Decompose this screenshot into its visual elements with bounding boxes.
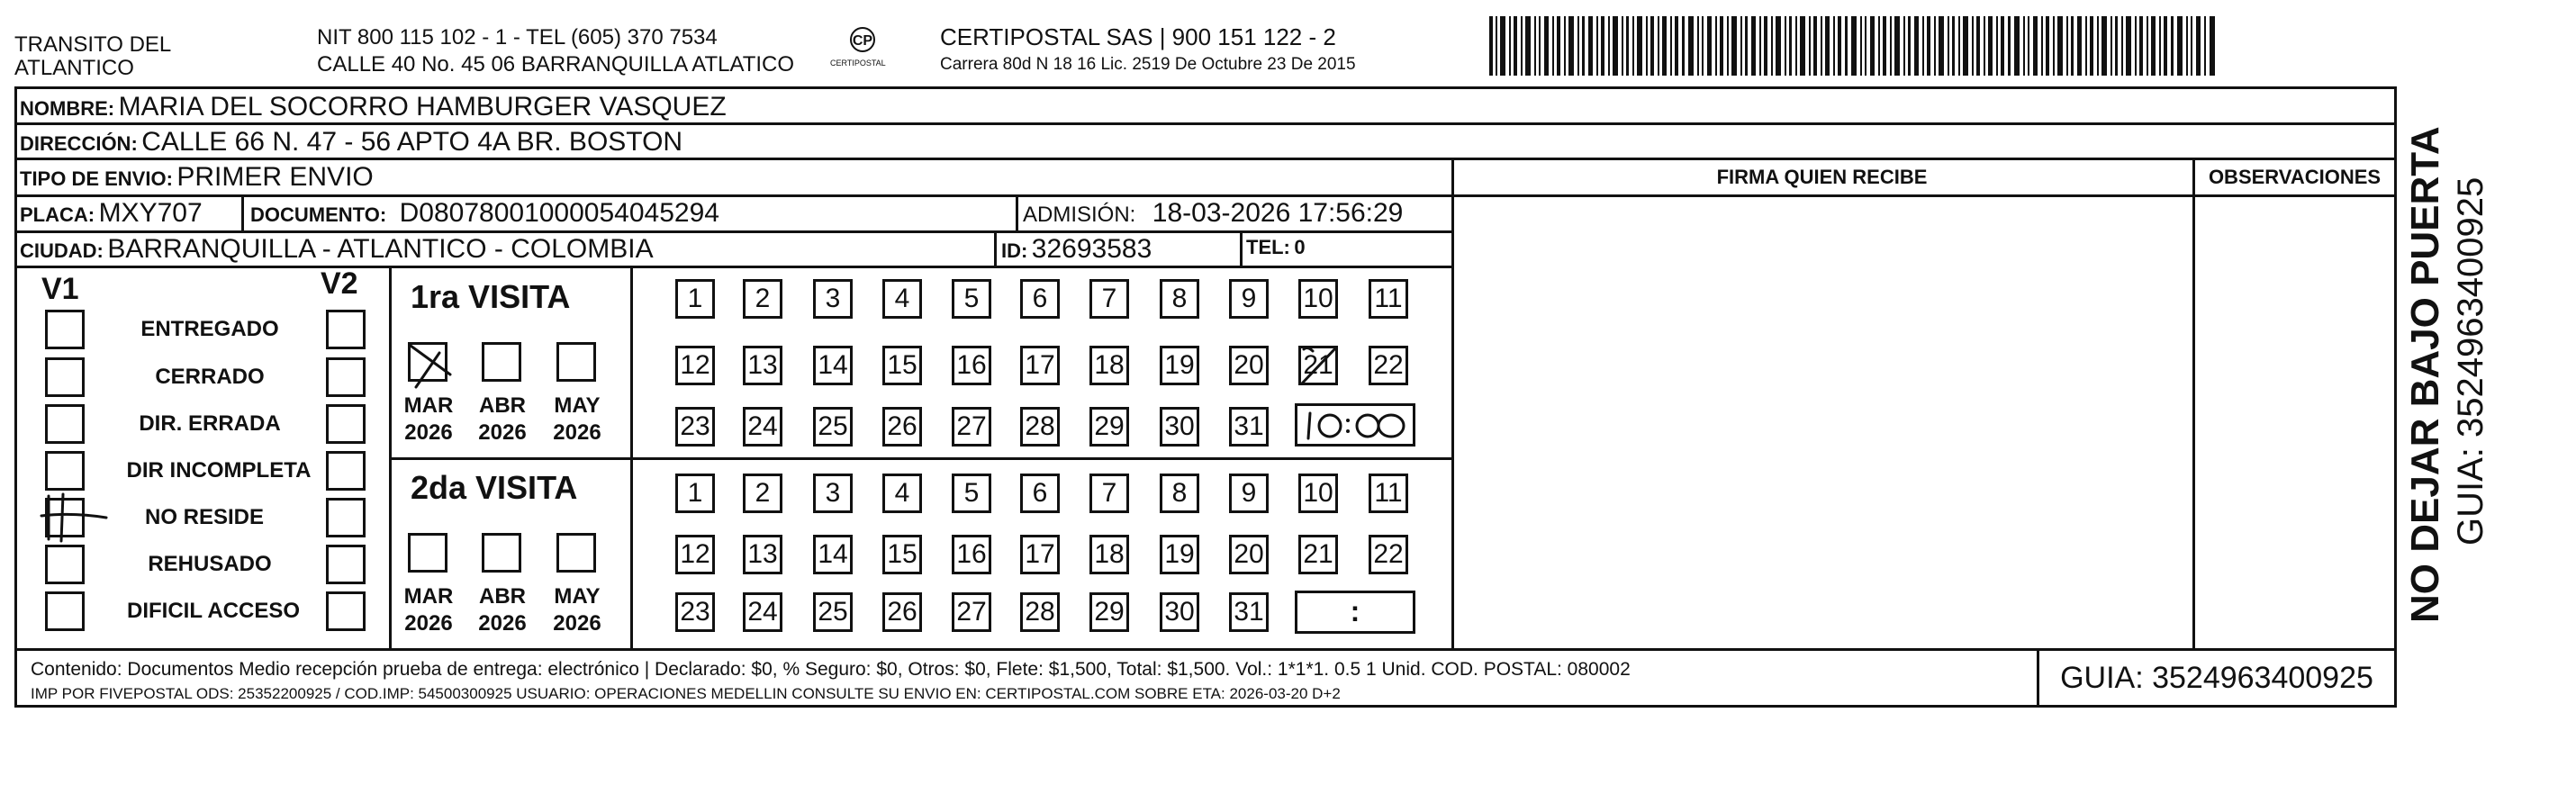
v1-checkbox-cerrado[interactable]	[45, 357, 85, 397]
visit-1-day[interactable]: 23	[675, 407, 715, 447]
firma-header: FIRMA QUIEN RECIBE	[1716, 166, 1928, 188]
handwritten-mark-mar	[405, 338, 456, 391]
visit-2-day[interactable]: 17	[1020, 535, 1060, 574]
month-year: 2026	[404, 611, 453, 636]
month-name: ABR	[479, 393, 526, 418]
visit-2-day[interactable]: 26	[882, 592, 922, 632]
v1-checkbox-entregado[interactable]	[45, 310, 85, 349]
reason-dir-incompleta: DIR INCOMPLETA	[126, 458, 312, 483]
visit-1-day[interactable]: 10	[1298, 279, 1338, 319]
nombre-row	[20, 94, 727, 121]
visit-1-day[interactable]: 30	[1160, 407, 1199, 447]
id-field	[1001, 236, 1152, 263]
certipostal-logo	[827, 25, 899, 76]
visit-2-day[interactable]: 6	[1020, 474, 1060, 513]
v2-checkbox-no-reside[interactable]	[326, 498, 366, 537]
footer-guia: GUIA: 3524963400925	[2060, 661, 2373, 695]
v2-checkbox-dir-errada[interactable]	[326, 404, 366, 444]
ciudad-value: BARRANQUILLA - ATLANTICO - COLOMBIA	[107, 234, 654, 264]
visit-2-month-may[interactable]	[556, 533, 596, 573]
ciudad-label: CIUDAD:	[20, 239, 104, 262]
visit-2-day[interactable]: 12	[675, 535, 715, 574]
direccion-label: DIRECCIÓN:	[20, 132, 138, 155]
month-name: MAY	[554, 584, 601, 609]
visit-2-title: 2da VISITA	[411, 469, 578, 506]
visit-2-day[interactable]: 14	[813, 535, 853, 574]
reason-rehusado: REHUSADO	[148, 552, 272, 576]
sender-address: CALLE 40 No. 45 06 BARRANQUILLA ATLATICO	[317, 52, 795, 77]
v1-checkbox-dir-errada[interactable]	[45, 404, 85, 444]
visit-1-day[interactable]: 5	[952, 279, 991, 319]
visit-2-day[interactable]: 9	[1229, 474, 1269, 513]
barcode	[1489, 16, 2215, 76]
visit-1-day[interactable]: 16	[952, 346, 991, 385]
v1-header: V1	[41, 272, 79, 306]
visit-1-day[interactable]: 8	[1160, 279, 1199, 319]
rule	[994, 230, 997, 266]
visit-1-month-label-mar	[402, 392, 456, 447]
visit-2-time-box[interactable]	[1295, 591, 1415, 634]
nombre-value: MARIA DEL SOCORRO HAMBURGER VASQUEZ	[118, 92, 727, 122]
visit-1-time-box[interactable]	[1295, 403, 1415, 447]
rule	[2192, 158, 2195, 648]
visit-2-day[interactable]: 27	[952, 592, 991, 632]
visit-1-day[interactable]: 9	[1229, 279, 1269, 319]
v2-checkbox-entregado[interactable]	[326, 310, 366, 349]
visit-2-day[interactable]: 29	[1089, 592, 1129, 632]
rule	[1240, 230, 1243, 266]
visit-1-day[interactable]: 13	[743, 346, 782, 385]
sender-name-line1: TRANSITO DEL	[14, 32, 172, 57]
tel-field	[1246, 238, 1306, 257]
nit-line: NIT 800 115 102 - 1 - TEL (605) 370 7534	[317, 25, 718, 50]
visit-2-day[interactable]: 3	[813, 474, 853, 513]
rule	[389, 457, 1451, 460]
visit-1-month-label-may	[550, 392, 604, 447]
visit-1-day[interactable]: 4	[882, 279, 922, 319]
sender-name-line2: ATLANTICO	[14, 56, 134, 80]
month-name: MAR	[403, 393, 454, 418]
id-value: 32693583	[1031, 234, 1152, 264]
visit-2-day[interactable]: 1	[675, 474, 715, 513]
visit-2-day[interactable]: 18	[1089, 535, 1129, 574]
footer-print-info: IMP POR FIVEPOSTAL ODS: 25352200925 / COD.IMP: 54500300925 USUARIO: OPERACIONES MEDELLIN CONSULTE SU ENVIO EN: CERTIPOSTAL.COM SOBRE ETA: 2026-03-20 D+2	[31, 685, 1341, 702]
admision-label: ADMISIÓN:	[1023, 203, 1136, 227]
visit-1-day[interactable]: 7	[1089, 279, 1129, 319]
side-text	[2403, 119, 2514, 623]
visit-2-day[interactable]: 2	[743, 474, 782, 513]
ciudad-field	[20, 236, 654, 263]
visit-2-day[interactable]: 13	[743, 535, 782, 574]
month-name: ABR	[479, 584, 526, 609]
visit-2-day[interactable]: 7	[1089, 474, 1129, 513]
visit-2-day[interactable]: 31	[1229, 592, 1269, 632]
visit-2-month-abr[interactable]	[482, 533, 521, 573]
visit-2-month-label-may	[550, 583, 604, 637]
visit-1-day[interactable]: 19	[1160, 346, 1199, 385]
visit-1-day[interactable]: 18	[1089, 346, 1129, 385]
visit-1-day[interactable]: 3	[813, 279, 853, 319]
documento-label: DOCUMENTO:	[250, 203, 387, 226]
visit-1-day[interactable]: 17	[1020, 346, 1060, 385]
month-year: 2026	[553, 611, 601, 636]
rule	[1016, 194, 1018, 230]
tipo-value: PRIMER ENVIO	[176, 162, 374, 192]
month-year: 2026	[478, 420, 527, 445]
tipo-row	[20, 164, 374, 191]
visit-1-day[interactable]: 11	[1369, 279, 1408, 319]
month-name: MAR	[403, 584, 454, 609]
visit-2-day[interactable]: 23	[675, 592, 715, 632]
visit-1-day[interactable]: 28	[1020, 407, 1060, 447]
id-label: ID:	[1001, 239, 1028, 262]
visit-1-day[interactable]: 1	[675, 279, 715, 319]
v2-checkbox-rehusado[interactable]	[326, 545, 366, 584]
visit-2-day[interactable]: 19	[1160, 535, 1199, 574]
visit-2-day[interactable]: 10	[1298, 474, 1338, 513]
rule	[14, 158, 2397, 160]
tel-value: 0	[1294, 236, 1306, 258]
v1-checkbox-dir-incompleta[interactable]	[45, 451, 85, 491]
direccion-value: CALLE 66 N. 47 - 56 APTO 4A BR. BOSTON	[141, 127, 683, 157]
visit-1-day[interactable]: 22	[1369, 346, 1408, 385]
reason-dir-errada: DIR. ERRADA	[139, 411, 281, 436]
placa-field	[20, 200, 203, 227]
v2-checkbox-dir-incompleta[interactable]	[326, 451, 366, 491]
visit-1-month-abr[interactable]	[482, 342, 521, 382]
visit-1-day[interactable]: 25	[813, 407, 853, 447]
visit-2-day[interactable]: 30	[1160, 592, 1199, 632]
rule	[14, 230, 1451, 233]
tel-label: TEL:	[1246, 236, 1290, 258]
visit-2-day[interactable]: 11	[1369, 474, 1408, 513]
month-year: 2026	[478, 611, 527, 636]
footer-contents: Contenido: Documentos Medio recepción prueba de entrega: electrónico | Declarado: $0, % Seguro: $0, Otros: $0, Flete: $1,500, Total: $1,500. Vol.: 1*1*1. 0.5 1 Unid. COD. POSTAL: 080002	[31, 659, 1631, 680]
visit-1-day[interactable]: 31	[1229, 407, 1269, 447]
visit-1-day[interactable]: 26	[882, 407, 922, 447]
visit-2-day[interactable]: 16	[952, 535, 991, 574]
visit-2-time: :	[1350, 595, 1360, 627]
observaciones-header: OBSERVACIONES	[2208, 166, 2382, 188]
visit-2-day[interactable]: 21	[1298, 535, 1338, 574]
v2-checkbox-dificil-acceso[interactable]	[326, 591, 366, 631]
visit-1-month-label-abr	[475, 392, 529, 447]
reason-cerrado: CERRADO	[155, 365, 265, 389]
admision-field	[1023, 200, 1403, 227]
placa-value: MXY707	[98, 198, 203, 228]
visit-2-day[interactable]: 28	[1020, 592, 1060, 632]
visit-2-month-label-mar	[402, 583, 456, 637]
visit-1-day[interactable]: 12	[675, 346, 715, 385]
tipo-label: TIPO DE ENVIO:	[20, 167, 173, 190]
visit-2-day[interactable]: 20	[1229, 535, 1269, 574]
rule	[1451, 194, 2397, 197]
month-year: 2026	[404, 420, 453, 445]
visit-2-month-label-abr	[475, 583, 529, 637]
rule	[14, 122, 2397, 125]
visit-1-day-21-marked[interactable]: 21	[1298, 346, 1338, 385]
visit-1-day[interactable]: 24	[743, 407, 782, 447]
visit-2-day[interactable]: 15	[882, 535, 922, 574]
visit-1-month-may[interactable]	[556, 342, 596, 382]
handwritten-mark-no-reside	[36, 491, 108, 545]
v1-checkbox-rehusado[interactable]	[45, 545, 85, 584]
visit-1-day[interactable]: 20	[1229, 346, 1269, 385]
handwritten-time	[1297, 406, 1413, 444]
license-line: Carrera 80d N 18 16 Lic. 2519 De Octubre 23 De 2015	[940, 55, 1356, 74]
handwritten-mark-day-21	[1297, 342, 1342, 389]
month-year: 2026	[553, 420, 601, 445]
v1-checkbox-dificil-acceso[interactable]	[45, 591, 85, 631]
visit-1-day[interactable]: 14	[813, 346, 853, 385]
rule	[14, 266, 1451, 268]
no-dejar-bajo-puerta: NO DEJAR BAJO PUERTA	[2403, 126, 2447, 623]
reason-entregado: ENTREGADO	[140, 317, 279, 341]
logo-wordmark: CERTIPOSTAL	[830, 59, 886, 68]
reason-no-reside: NO RESIDE	[144, 505, 265, 529]
month-name: MAY	[554, 393, 601, 418]
company-line: CERTIPOSTAL SAS | 900 151 122 - 2	[940, 23, 1336, 50]
reason-dificil-acceso: DIFICIL ACCESO	[126, 599, 300, 623]
visit-2-day[interactable]: 25	[813, 592, 853, 632]
visit-1-day[interactable]: 15	[882, 346, 922, 385]
visit-1-day[interactable]: 2	[743, 279, 782, 319]
documento-value: D08078001000054045294	[399, 198, 719, 228]
v2-header: V2	[321, 266, 358, 301]
admision-value: 18-03-2026 17:56:29	[1152, 198, 1404, 228]
visit-2-day[interactable]: 4	[882, 474, 922, 513]
svg-text:CP: CP	[852, 33, 873, 49]
visit-1-day[interactable]: 29	[1089, 407, 1129, 447]
visit-1-day[interactable]: 6	[1020, 279, 1060, 319]
documento-field	[250, 200, 719, 227]
placa-label: PLACA:	[20, 203, 95, 226]
rule	[241, 194, 244, 230]
rule	[1451, 158, 1454, 648]
rule	[14, 648, 2397, 651]
visit-2-day[interactable]: 22	[1369, 535, 1408, 574]
rule	[14, 194, 1451, 197]
visit-1-day[interactable]: 27	[952, 407, 991, 447]
visit-2-day[interactable]: 24	[743, 592, 782, 632]
visit-2-day[interactable]: 8	[1160, 474, 1199, 513]
visit-2-day[interactable]: 5	[952, 474, 991, 513]
direccion-row	[20, 129, 682, 156]
v2-checkbox-cerrado[interactable]	[326, 357, 366, 397]
visit-1-title: 1ra VISITA	[411, 278, 571, 315]
visit-2-month-mar[interactable]	[408, 533, 447, 573]
nombre-label: NOMBRE:	[20, 97, 115, 120]
side-guia: GUIA: 3524963400925	[2451, 176, 2490, 546]
